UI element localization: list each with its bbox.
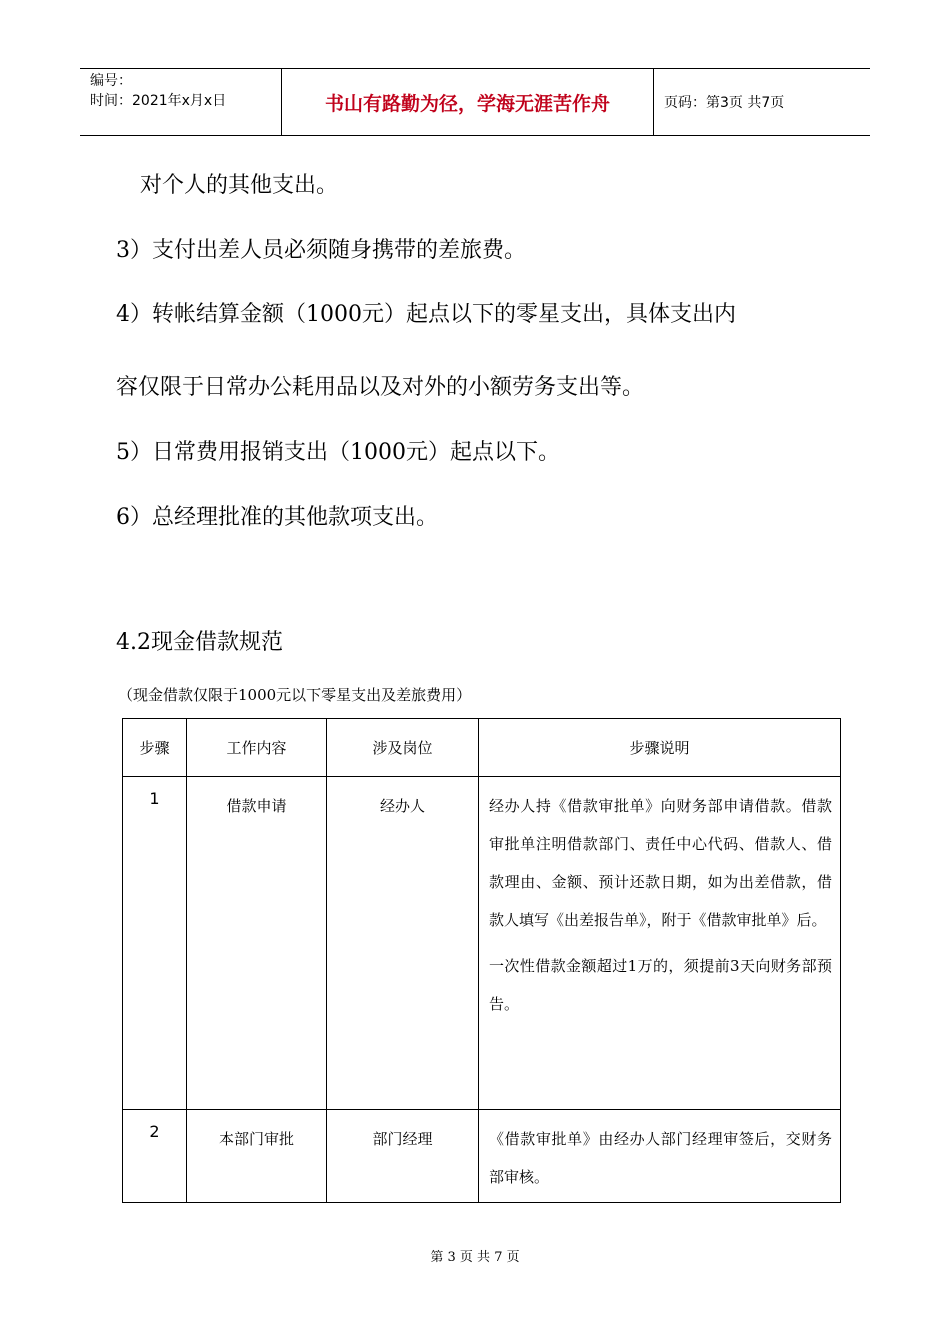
role-cell: 经办人 — [327, 777, 479, 1110]
body-line: 3）支付出差人员必须随身携带的差旅费。 — [116, 238, 526, 263]
table-row — [123, 1110, 841, 1203]
cash-loan-table — [122, 718, 841, 1203]
section-note: （现金借款仅限于1000元以下零星支出及差旅费用） — [118, 686, 472, 704]
header-cell: 步骤说明 — [479, 719, 841, 777]
step-number: 2 — [123, 1110, 187, 1203]
role-cell: 部门经理 — [327, 1110, 479, 1203]
body-line: 6）总经理批准的其他款项支出。 — [116, 505, 438, 530]
description-cell — [479, 1110, 841, 1203]
header-cell: 涉及岗位 — [327, 719, 479, 777]
page-footer: 第 3 页 共 7 页 — [430, 1250, 520, 1265]
serial-label: 编号： — [90, 73, 132, 89]
description-cell — [479, 777, 841, 1110]
body-line: 对个人的其他支出。 — [140, 173, 339, 198]
header-meta — [90, 71, 285, 111]
section-title: 4.2现金借款规范 — [116, 630, 283, 655]
task-cell: 本部门审批 — [187, 1110, 327, 1203]
step-number: 1 — [123, 777, 187, 1110]
body-line: 5）日常费用报销支出（1000元）起点以下。 — [116, 440, 560, 465]
description-paragraph: 《借款审批单》由经办人部门经理审签后，交财务部审核。 — [489, 1130, 832, 1186]
date-label: 时间：2021年x月x日 — [90, 93, 227, 109]
table-header-row — [123, 719, 841, 777]
header-page-label: 页码：第3页 共7页 — [664, 95, 785, 111]
body-line: 4）转帐结算金额（1000元）起点以下的零星支出，具体支出内 — [116, 302, 736, 327]
page-header — [80, 68, 870, 136]
description-paragraph: 一次性借款金额超过1万的，须提前3天向财务部预告。 — [489, 957, 832, 1013]
task-cell: 借款申请 — [187, 777, 327, 1110]
body-line: 容仅限于日常办公耗用品以及对外的小额劳务支出等。 — [116, 375, 645, 400]
header-cell: 步骤 — [123, 719, 187, 777]
header-motto: 书山有路勤为径，学海无涯苦作舟 — [324, 92, 610, 115]
header-cell: 工作内容 — [187, 719, 327, 777]
description-paragraph: 经办人持《借款审批单》向财务部申请借款。借款审批单注明借款部门、责任中心代码、借款人、借款理由、金额、预计还款日期，如为出差借款，借款人填写《出差报告单》，附于《借款审批单》后。 — [489, 797, 832, 929]
header-divider — [653, 69, 654, 135]
table-row — [123, 777, 841, 1110]
